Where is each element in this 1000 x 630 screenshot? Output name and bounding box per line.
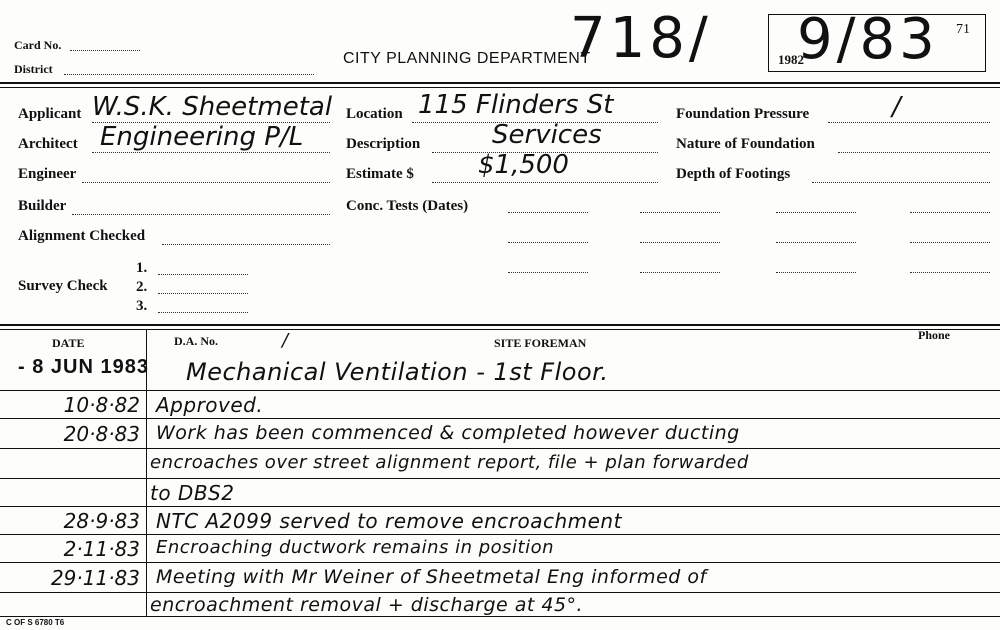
- nature-of-foundation-label: Nature of Foundation: [676, 136, 815, 152]
- survey-check-label: Survey Check: [18, 278, 108, 294]
- alignment-checked-label: Alignment Checked: [18, 228, 146, 244]
- site-foreman-header: SITE FOREMAN: [494, 336, 587, 350]
- log-row-line-3: [0, 448, 1000, 449]
- conc-tests-label: Conc. Tests (Dates): [346, 198, 469, 214]
- builder-label: Builder: [18, 198, 67, 214]
- log-row-line-6: [0, 534, 1000, 535]
- depth-of-footings-label: Depth of Footings: [676, 166, 791, 182]
- date-header: DATE: [52, 336, 85, 350]
- description-label: Description: [346, 136, 421, 152]
- foundation-pressure-label: Foundation Pressure: [676, 106, 810, 122]
- survey-1-label: 1.: [136, 260, 148, 276]
- location-value: 115 Flinders St: [418, 90, 614, 120]
- depth-footings-line: [812, 182, 990, 183]
- log-row-2-date: 20·8·83: [63, 422, 140, 446]
- log-row-1-text: Approved.: [156, 393, 264, 417]
- log-row-6-date: 2·11·83: [63, 537, 140, 561]
- header-rule-top: [0, 82, 1000, 84]
- conc-test-line-2a: [508, 242, 588, 243]
- log-row-2-text: Work has been commenced & completed however ducting: [156, 422, 740, 444]
- log-row-3-text: encroaches over street alignment report, file + plan forwarded: [150, 452, 749, 473]
- alignment-line: [162, 244, 330, 245]
- card-no-line: [70, 50, 140, 51]
- log-row-line-5: [0, 506, 1000, 507]
- survey-3-line: [158, 312, 248, 313]
- foundation-pressure-line: [828, 122, 990, 123]
- nature-foundation-line: [838, 152, 990, 153]
- log-row-line-1: [0, 390, 1000, 391]
- applicant-label: Applicant: [18, 106, 82, 122]
- stamp-entry: Mechanical Ventilation - 1st Floor.: [186, 358, 609, 386]
- engineer-line: [82, 182, 330, 183]
- log-row-6-text: Encroaching ductwork remains in position: [156, 537, 555, 558]
- district-label: District: [14, 62, 53, 76]
- log-row-5-date: 28·9·83: [63, 509, 140, 533]
- file-year-value: 9/83: [797, 7, 939, 72]
- architect-value: Engineering P/L: [100, 122, 304, 152]
- log-row-line-9: [0, 616, 1000, 617]
- year-small: 1982: [778, 52, 804, 67]
- conc-test-line-1d: [910, 212, 990, 213]
- form-code: C OF S 6780 T6: [6, 618, 65, 627]
- da-no-mark: /: [282, 330, 289, 351]
- estimate-label: Estimate $: [346, 166, 414, 182]
- architect-line: [92, 152, 330, 153]
- log-row-5-text: NTC A2099 served to remove encroachment: [156, 509, 622, 533]
- file-number: 718/: [570, 6, 712, 71]
- foundation-pressure-mark: /: [892, 92, 901, 122]
- stamp-date: - 8 JUN 1983: [18, 356, 149, 378]
- log-row-line-7: [0, 562, 1000, 563]
- file-year-box: [768, 7, 986, 72]
- conc-test-line-3c: [776, 272, 856, 273]
- survey-1-line: [158, 274, 248, 275]
- conc-test-line-2b: [640, 242, 720, 243]
- header-rule-bottom: [0, 87, 1000, 88]
- survey-2-label: 2.: [136, 279, 148, 295]
- survey-2-line: [158, 293, 248, 294]
- department-title: CITY PLANNING DEPARTMENT: [343, 50, 591, 67]
- district-line: [64, 74, 314, 75]
- survey-3-label: 3.: [136, 298, 148, 314]
- builder-line: [72, 214, 330, 215]
- conc-test-line-3b: [640, 272, 720, 273]
- conc-test-line-1c: [776, 212, 856, 213]
- conc-test-line-2c: [776, 242, 856, 243]
- estimate-line: [432, 182, 658, 183]
- description-value: Services: [492, 120, 602, 150]
- conc-test-line-1a: [508, 212, 588, 213]
- estimate-value: $1,500: [478, 150, 569, 180]
- card-no-label: Card No.: [14, 38, 62, 52]
- log-row-7-date: 29·11·83: [50, 566, 140, 590]
- log-row-line-4: [0, 478, 1000, 479]
- log-rule-top: [0, 324, 1000, 326]
- log-row-line-8: [0, 592, 1000, 593]
- applicant-value: W.S.K. Sheetmetal: [92, 92, 333, 122]
- corner-number: 71: [956, 22, 970, 37]
- conc-test-line-3a: [508, 272, 588, 273]
- log-rule-bottom: [0, 329, 1000, 330]
- log-row-4-text: to DBS2: [150, 481, 235, 505]
- conc-test-line-2d: [910, 242, 990, 243]
- conc-test-line-3d: [910, 272, 990, 273]
- phone-header: Phone: [918, 328, 951, 342]
- architect-label: Architect: [18, 136, 78, 152]
- da-no-header: D.A. No.: [174, 334, 218, 348]
- log-row-7-text: Meeting with Mr Weiner of Sheetmetal Eng informed of: [156, 566, 707, 588]
- log-row-line-2: [0, 418, 1000, 419]
- conc-test-line-1b: [640, 212, 720, 213]
- log-row-1-date: 10·8·82: [63, 393, 140, 417]
- location-label: Location: [346, 106, 403, 122]
- engineer-label: Engineer: [18, 166, 77, 182]
- log-row-8-text: encroachment removal + discharge at 45°.: [150, 594, 584, 616]
